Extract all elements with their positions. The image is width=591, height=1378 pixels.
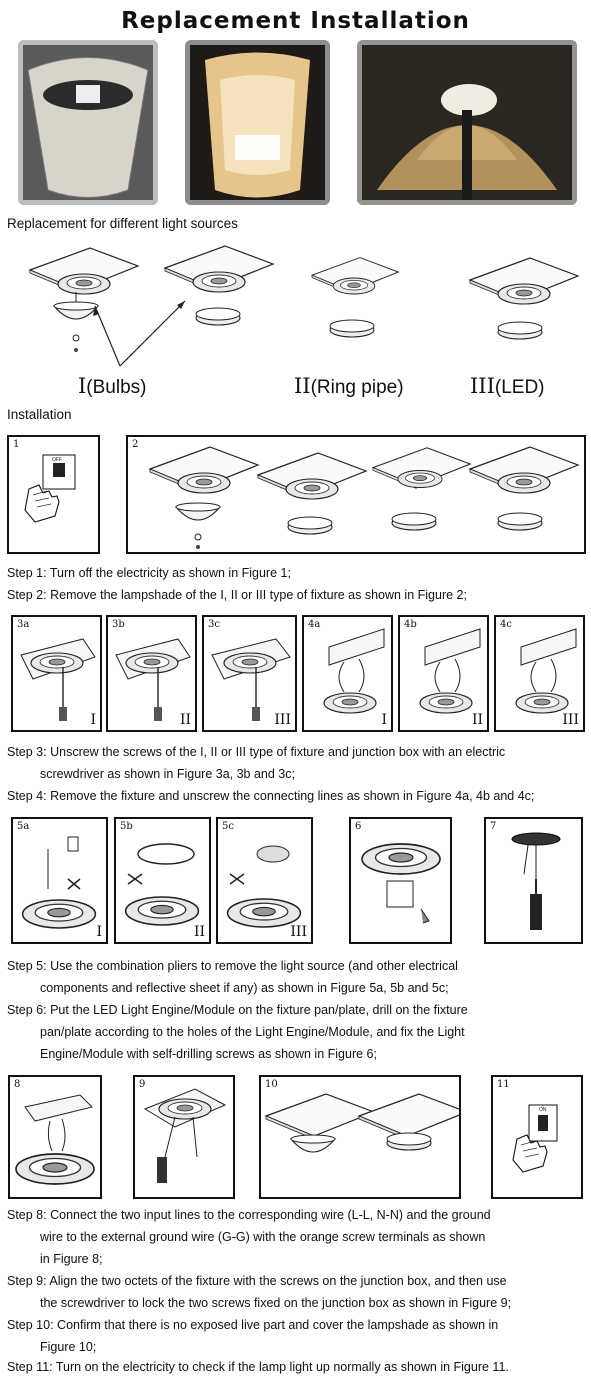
- figure-number: 3a: [17, 619, 30, 630]
- figure-number: 4c: [500, 619, 512, 630]
- fixture-type-numeral: II: [471, 712, 483, 728]
- section-heading-light-sources: Replacement for different light sources: [7, 216, 238, 231]
- step-5: Step 5: Use the combination pliers to remove the light source (and other electrical components and reflective sheet if any) as shown in Figure 5a, 5b and 5c;: [7, 959, 458, 995]
- fixture-type-numeral: III: [274, 712, 291, 728]
- figure-3c: [202, 615, 297, 732]
- fixture-type-numeral: III: [290, 924, 307, 940]
- figure-9: [133, 1075, 235, 1199]
- fixture-type-numeral: II: [193, 924, 205, 940]
- type-1-label: I(Bulbs): [78, 374, 147, 398]
- fixture-type-numeral: I: [90, 712, 96, 728]
- figure-number: 4a: [308, 619, 321, 630]
- photo-led-shade: [357, 40, 577, 205]
- figure-4c: [494, 615, 585, 732]
- step-9: Step 9: Align the two octets of the fixture with the screws on the junction box, and then use the screwdriver to lock the two screws fixed on the junction box as shown in Figure 9;: [7, 1274, 512, 1310]
- figure-number: 2: [132, 439, 139, 450]
- fixture-type-numeral: I: [96, 924, 102, 940]
- figure-1: [7, 435, 100, 554]
- figure-4a: [302, 615, 393, 732]
- fixture-type-numeral: II: [179, 712, 191, 728]
- figure-number: 5b: [120, 821, 133, 832]
- step-4: Step 4: Remove the fixture and unscrew the connecting lines as shown in Figure 4a, 4b and 4c;: [7, 789, 535, 803]
- figure-3b: [106, 615, 197, 732]
- figure-3a: [11, 615, 102, 732]
- figure-11: [491, 1075, 583, 1199]
- type-2-label: II(Ring pipe): [294, 374, 404, 398]
- figure-number: 5a: [17, 821, 30, 832]
- fixture-type-numeral: III: [562, 712, 579, 728]
- figure-number: 9: [139, 1079, 146, 1090]
- figure-number: 5c: [222, 821, 234, 832]
- step-11: Step 11: Turn on the electricity to check if the lamp light up normally as shown in Figure 11.: [7, 1360, 509, 1374]
- figure-5a: [11, 817, 108, 944]
- step-8: Step 8: Connect the two input lines to the corresponding wire (L-L, N-N) and the ground wire to the external ground wire (G-G) with the orange screw terminals as shown in Figure 8;: [7, 1208, 491, 1266]
- type-3-label: III(LED): [470, 374, 545, 398]
- figure-5b: [114, 817, 211, 944]
- figure-number: 7: [490, 821, 497, 832]
- figure-10: [259, 1075, 461, 1199]
- figure-8: [8, 1075, 102, 1199]
- step-3: Step 3: Unscrew the screws of the I, II or III type of fixture and junction box with an electric screwdriver as shown in Figure 3a, 3b and 3c;: [7, 745, 506, 781]
- figure-number: 1: [13, 439, 20, 450]
- figure-7: [484, 817, 583, 944]
- figure-4b: [398, 615, 489, 732]
- page-title: Replacement Installation: [121, 8, 470, 34]
- fixture-type-numeral: I: [381, 712, 387, 728]
- step-2: Step 2: Remove the lampshade of the I, II or III type of fixture as shown in Figure 2;: [7, 588, 467, 602]
- step-6: Step 6: Put the LED Light Engine/Module on the fixture pan/plate, drill on the fixture pan/plate according to the holes of the Light Engine/Module, and fix the Light Engine/Module with self-drilling screws as shown in Figure 6;: [7, 1003, 468, 1061]
- photo-bulb-shade: [18, 40, 158, 205]
- figure-2: [126, 435, 586, 554]
- figure-5c: [216, 817, 313, 944]
- figure-number: 4b: [404, 619, 417, 630]
- step-10: Step 10: Confirm that there is no exposed live part and cover the lampshade as shown in Figure 10;: [7, 1318, 499, 1354]
- figure-number: 3c: [208, 619, 220, 630]
- figure-number: 6: [355, 821, 362, 832]
- figure-number: 3b: [112, 619, 125, 630]
- switch-off-label: OFF: [52, 457, 62, 463]
- photo-lit-shade: [185, 40, 330, 205]
- step-1: Step 1: Turn off the electricity as shown in Figure 1;: [7, 566, 291, 580]
- figure-number: 10: [265, 1079, 278, 1090]
- section-heading-installation: Installation: [7, 407, 72, 422]
- switch-on-label: ON: [539, 1107, 547, 1113]
- figure-6: [349, 817, 452, 944]
- figure-number: 8: [14, 1079, 21, 1090]
- figure-number: 11: [497, 1079, 510, 1090]
